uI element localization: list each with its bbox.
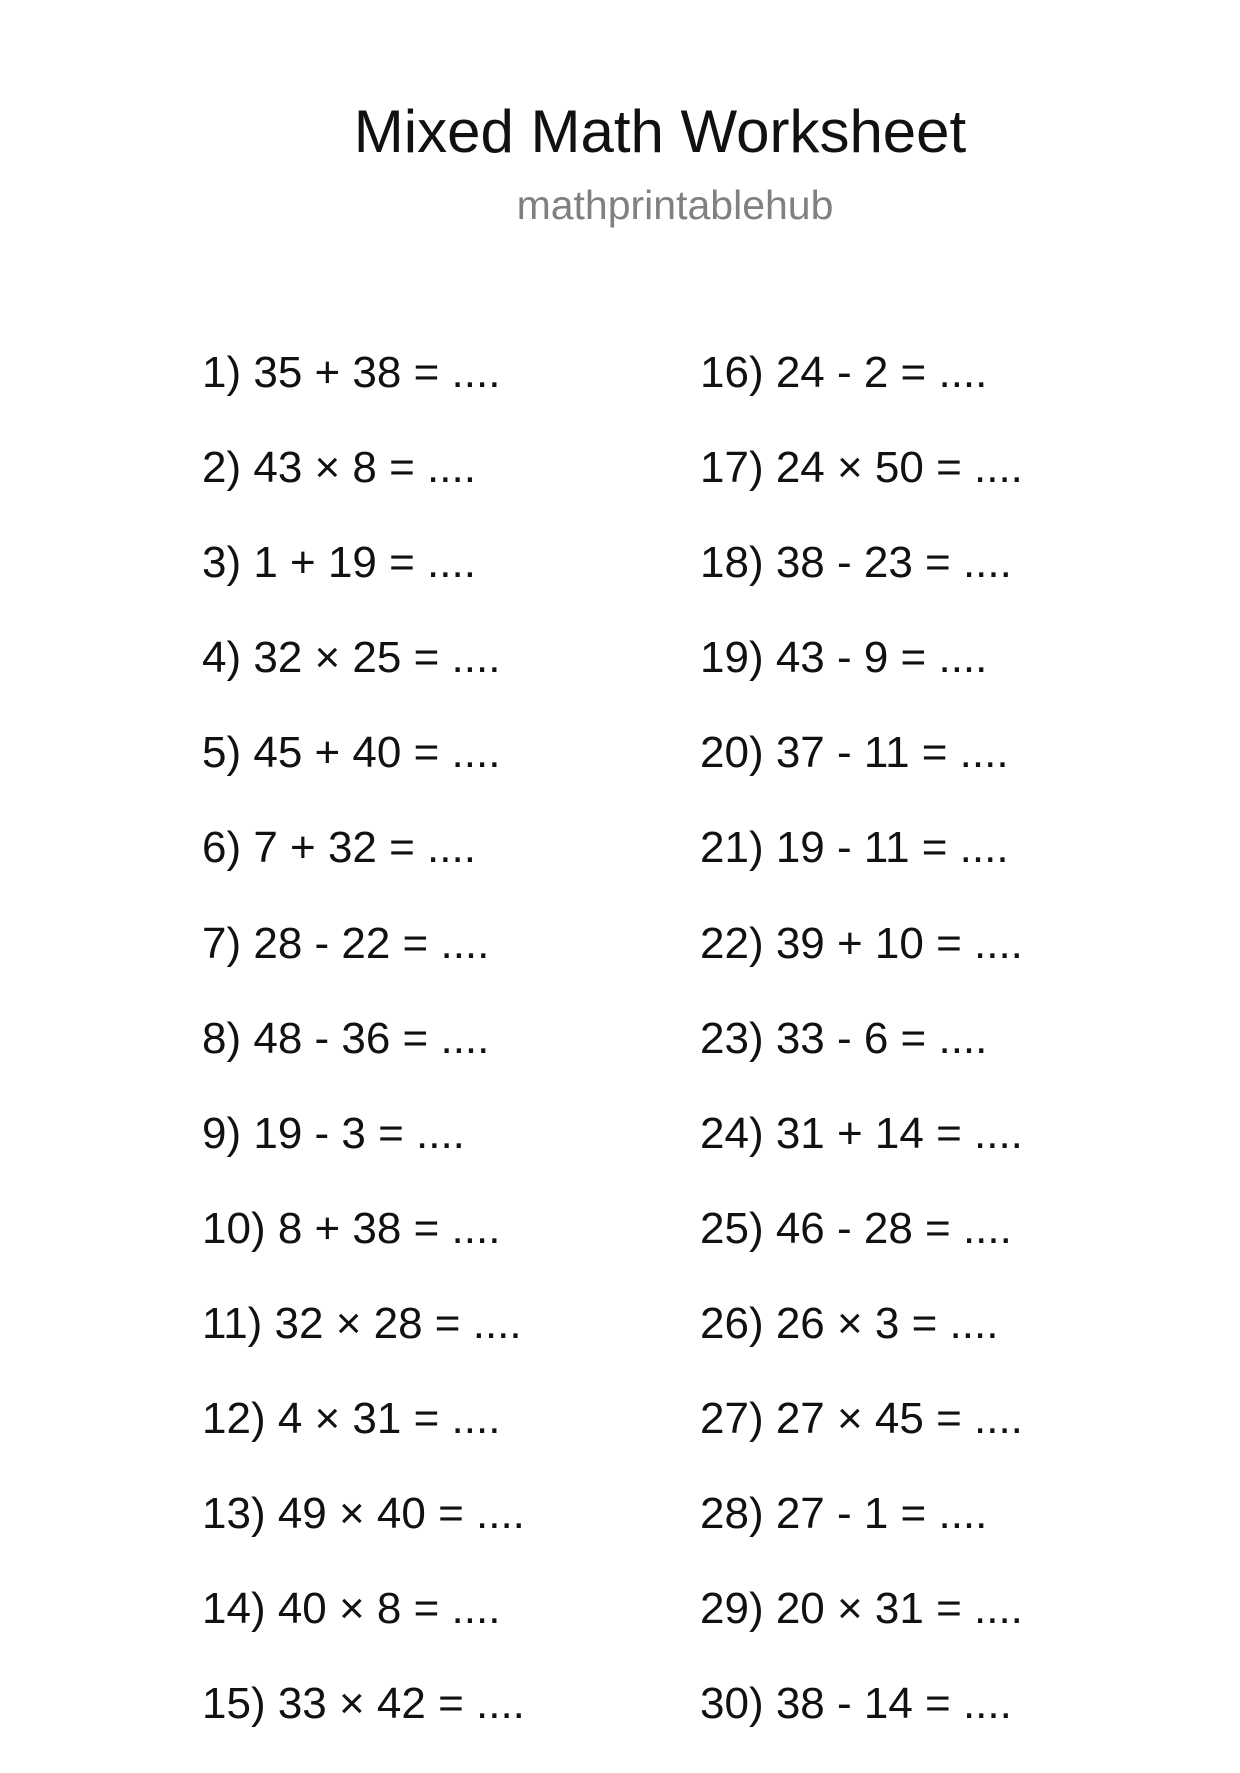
- problem-item: 1) 35 + 38 = ....: [202, 348, 501, 397]
- problem-item: 28) 27 - 1 = ....: [700, 1489, 988, 1539]
- problem-item: 16) 24 - 2 = ....: [700, 348, 988, 397]
- problem-item: 13) 49 × 40 = ....: [202, 1489, 525, 1539]
- problem-item: 29) 20 × 31 = ....: [700, 1584, 1023, 1634]
- problem-item: 6) 7 + 32 = ....: [202, 823, 476, 873]
- problem-item: 4) 32 × 25 = ....: [202, 633, 501, 683]
- worksheet-subtitle: mathprintablehub: [516, 182, 834, 228]
- problem-list-right: [700, 347, 1023, 1773]
- problem-item: 22) 39 + 10 = ....: [700, 918, 1023, 968]
- problem-item: 7) 28 - 22 = ....: [202, 918, 490, 968]
- problem-item: 14) 40 × 8 = ....: [202, 1584, 501, 1634]
- problem-item: 2) 43 × 8 = ....: [202, 443, 476, 493]
- problem-list-left: [202, 347, 525, 1773]
- problem-item: 30) 38 - 14 = ....: [700, 1679, 1012, 1729]
- problem-item: 21) 19 - 11 = ....: [700, 823, 1009, 873]
- problem-item: 27) 27 × 45 = ....: [700, 1394, 1023, 1444]
- problem-item: 8) 48 - 36 = ....: [202, 1013, 490, 1063]
- problem-item: 19) 43 - 9 = ....: [700, 633, 988, 683]
- problem-item: 9) 19 - 3 = ....: [202, 1108, 465, 1158]
- problem-item: 18) 38 - 23 = ....: [700, 538, 1012, 588]
- problem-item: 26) 26 × 3 = ....: [700, 1298, 999, 1348]
- problem-item: 15) 33 × 42 = ....: [202, 1679, 525, 1729]
- problem-item: 17) 24 × 50 = ....: [700, 443, 1023, 493]
- problem-item: 5) 45 + 40 = ....: [202, 728, 501, 778]
- worksheet-title: Mixed Math Worksheet: [353, 98, 967, 165]
- problem-item: 23) 33 - 6 = ....: [700, 1013, 988, 1063]
- problem-item: 24) 31 + 14 = ....: [700, 1108, 1023, 1158]
- problem-item: 3) 1 + 19 = ....: [202, 538, 476, 588]
- problem-item: 20) 37 - 11 = ....: [700, 728, 1009, 778]
- problem-item: 25) 46 - 28 = ....: [700, 1203, 1012, 1253]
- problem-item: 10) 8 + 38 = ....: [202, 1203, 501, 1253]
- problem-item: 11) 32 × 28 = ....: [202, 1298, 522, 1348]
- problem-item: 12) 4 × 31 = ....: [202, 1394, 501, 1444]
